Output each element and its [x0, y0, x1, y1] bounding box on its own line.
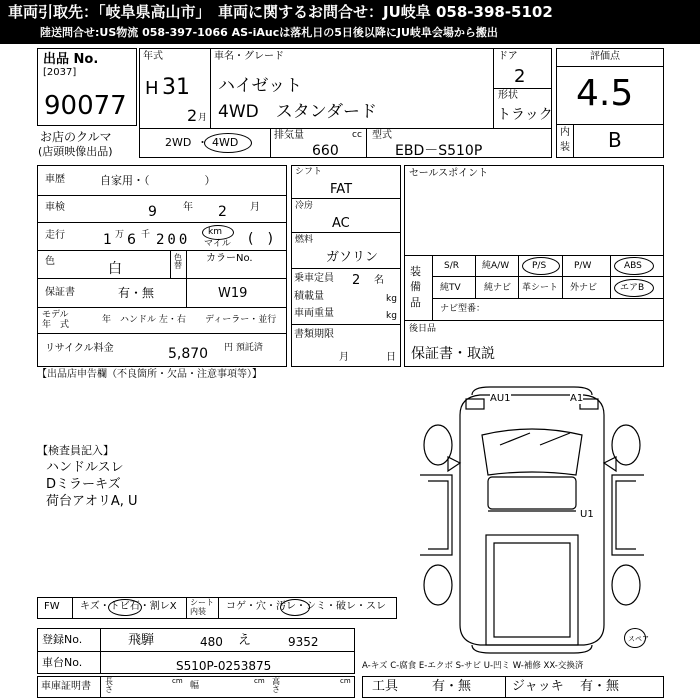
damage-a1: A1	[570, 393, 584, 404]
year-value: 31	[162, 75, 190, 100]
model-value: EBD－S510P	[395, 143, 483, 159]
after-label: 後日品	[409, 324, 437, 334]
inspection-label: 車検	[45, 202, 65, 213]
seat-items: コゲ・穴・汚レ・シミ・破レ・スレ	[226, 601, 386, 612]
equip-abs-circle	[614, 257, 654, 275]
chassis-label: 車台No.	[42, 656, 83, 669]
car-grade: 4WD スタンダード	[218, 102, 378, 122]
mileage-km-circle	[202, 225, 234, 240]
cert-length-cm: cm	[172, 677, 183, 685]
lot-sub: [2037]	[43, 67, 77, 78]
equip-airbag-circle	[614, 279, 654, 297]
lot-box	[37, 48, 137, 126]
tools-label: 工具	[372, 679, 399, 694]
shape-value: トラック	[497, 107, 553, 123]
notes-header: 【出品店申告欄（不良箇所・欠品・注意事項等）】	[37, 369, 262, 380]
seat-dirt-circle	[280, 599, 310, 616]
inspector-label: 【検査員記入】	[37, 444, 114, 457]
displacement-value: 660	[312, 143, 339, 159]
cert-width-cm: cm	[254, 677, 265, 685]
inspector-line-3: 荷台アオリA, U	[46, 494, 138, 509]
handle-value: ハンドル 左・右	[120, 315, 186, 325]
header-banner	[0, 0, 700, 44]
score-value: 4.5	[576, 73, 634, 114]
doors-value: 2	[514, 66, 526, 87]
mileage-km: km	[208, 227, 222, 237]
mileage-2: 6	[127, 232, 136, 248]
equip-ps-circle	[522, 257, 560, 275]
fuel-value: ガソリン	[326, 250, 379, 265]
doc-unit: 月	[339, 352, 349, 363]
weight-unit: kg	[386, 311, 397, 321]
equip-label: 装備品	[410, 265, 421, 309]
equip-sr: S/R	[444, 261, 459, 271]
model-label: 型式	[372, 130, 392, 141]
color-value: 白	[108, 261, 122, 277]
model-year-label-1: モデル	[42, 310, 69, 320]
year-month-unit: 月	[198, 113, 208, 123]
weight-label: 車両重量	[294, 308, 334, 319]
reg-class: 480	[200, 635, 223, 649]
drive-2wd: 2WD	[165, 136, 192, 149]
chassis-value: S510P-0253875	[176, 659, 272, 673]
recycle-unit: 円 預託済	[224, 343, 263, 353]
equip-pw: P/W	[574, 261, 592, 271]
fw-items: キズ・トビ石・割レX	[80, 601, 177, 612]
drive-4wd-circle	[204, 133, 252, 153]
displacement-unit: cc	[352, 130, 362, 140]
capacity-label: 乗車定員	[294, 273, 334, 284]
equip-aw: 純A/W	[482, 261, 510, 271]
fw-label: FW	[44, 601, 60, 612]
color-no-label: カラーNo.	[206, 253, 253, 264]
doc-day: 日	[386, 352, 396, 363]
cert-width: 幅	[190, 681, 200, 691]
shape-label: 形状	[498, 90, 518, 101]
shift-label: シフト	[295, 167, 323, 177]
interior-label-2: 装	[560, 142, 570, 153]
shop-car-label: お店のクルマ	[40, 130, 112, 144]
mileage-man: 万	[115, 230, 125, 240]
cert-height-cm: cm	[340, 677, 351, 685]
damage-au1: AU1	[490, 393, 511, 404]
inspection-year: 9	[148, 204, 157, 220]
tools-value: 有・無	[432, 679, 472, 694]
sales-point-label: セールスポイント	[409, 168, 489, 179]
inspection-month: 2	[218, 204, 227, 220]
header-line2: 陸送問合せ:US物流 058-397-1066 AS-iAucは落札日の5日後以降にJU岐阜会場から搬出	[40, 26, 498, 39]
inspection-year-unit: 年	[183, 202, 193, 213]
inspection-month-unit: 月	[250, 202, 260, 213]
lot-number: 90077	[44, 91, 127, 121]
spare-circle	[624, 628, 646, 648]
shop-car-sub: (店頭映像出品)	[38, 145, 113, 158]
equip-airbag: エアB	[620, 283, 645, 293]
color-sub: 色替	[174, 253, 182, 270]
year-era: H	[145, 78, 159, 99]
name-label: 車名・グレード	[214, 51, 284, 62]
mileage-1: 1	[103, 232, 112, 248]
year-label: 年式	[143, 51, 163, 62]
equip-tv: 純TV	[440, 283, 461, 293]
car-name: ハイゼット	[218, 76, 303, 96]
header-line1: 車両引取先：「岐阜県高山市」 車両に関するお問合せ：JU岐阜 058-398-5102	[8, 3, 553, 21]
reg-place: 飛騨	[128, 633, 155, 648]
damage-u1: U1	[580, 509, 594, 520]
load-unit: kg	[386, 294, 397, 304]
equip-abs: ABS	[624, 261, 642, 271]
interior-label-1: 内	[560, 127, 570, 138]
car-body-diagram	[400, 385, 664, 655]
equip-ps: P/S	[532, 261, 547, 271]
fuel-label: 燃料	[295, 235, 314, 245]
load-label: 積載量	[294, 291, 324, 302]
drive-4wd: 4WD	[212, 136, 239, 149]
recycle-label: リサイクル料金	[45, 343, 114, 354]
equip-ext-navi: 外ナビ	[570, 283, 598, 293]
jack-value: 有・無	[580, 679, 620, 694]
dealer-value: ディーラー・並行	[205, 315, 277, 325]
color-no-value: W19	[218, 286, 248, 301]
inspector-line-2: Dミラーキズ	[46, 477, 121, 492]
reg-num: 9352	[288, 635, 319, 649]
mileage-3: 200	[156, 232, 191, 248]
after-value: 保証書・取説	[411, 346, 495, 362]
reg-kana: え	[238, 633, 252, 648]
interior-value: B	[608, 128, 622, 152]
recycle-value: 5,870	[168, 346, 209, 362]
drive-sep: ・	[197, 136, 208, 149]
displacement-label: 排気量	[274, 130, 304, 141]
ac-value: AC	[332, 216, 350, 231]
model-year-label-2: 年 式	[42, 320, 70, 330]
mileage-mile: マイル	[204, 239, 231, 249]
doc-label: 書類期限	[294, 329, 334, 340]
model-year-unit: 年	[102, 315, 112, 325]
history-value: 自家用・（ ）	[100, 174, 216, 187]
jack-label: ジャッキ	[512, 679, 564, 694]
ac-label: 冷房	[295, 201, 314, 211]
score-label: 評価点	[590, 51, 620, 62]
navi-label: ナビ型番：	[440, 304, 486, 314]
mileage-bracket: ( )	[248, 231, 273, 247]
reg-label: 登録No.	[42, 633, 83, 646]
shift-value: FAT	[330, 182, 353, 197]
color-label: 色	[45, 256, 55, 267]
doors-label: ドア	[498, 51, 518, 62]
damage-legend: A-キズ C-腐食 E-エクボ S-サビ U-凹ミ W-補修 XX-交換済	[362, 661, 584, 671]
history-label: 車歴	[45, 174, 65, 185]
inspector-line-1: ハンドルスレ	[46, 460, 124, 475]
capacity-unit: 名	[374, 275, 384, 286]
equip-leather: 革シート	[522, 283, 559, 293]
year-month: 2	[187, 106, 198, 125]
cert-length: 長さ	[105, 677, 113, 694]
warranty-label: 保証書	[45, 287, 75, 298]
cert-label: 車庫証明書	[41, 681, 91, 692]
spare-label: スペア	[628, 635, 649, 643]
equip-navi: 純ナビ	[484, 283, 512, 293]
fw-tobiishi-circle	[108, 599, 142, 616]
cert-height: 高さ	[272, 677, 280, 694]
warranty-value: 有・無	[118, 286, 155, 300]
seat-label: シート内装	[190, 598, 214, 616]
capacity-value: 2	[352, 273, 361, 288]
mileage-sen: 千	[141, 230, 151, 240]
mileage-label: 走行	[45, 230, 65, 241]
lot-label: 出品 No.	[43, 52, 99, 67]
